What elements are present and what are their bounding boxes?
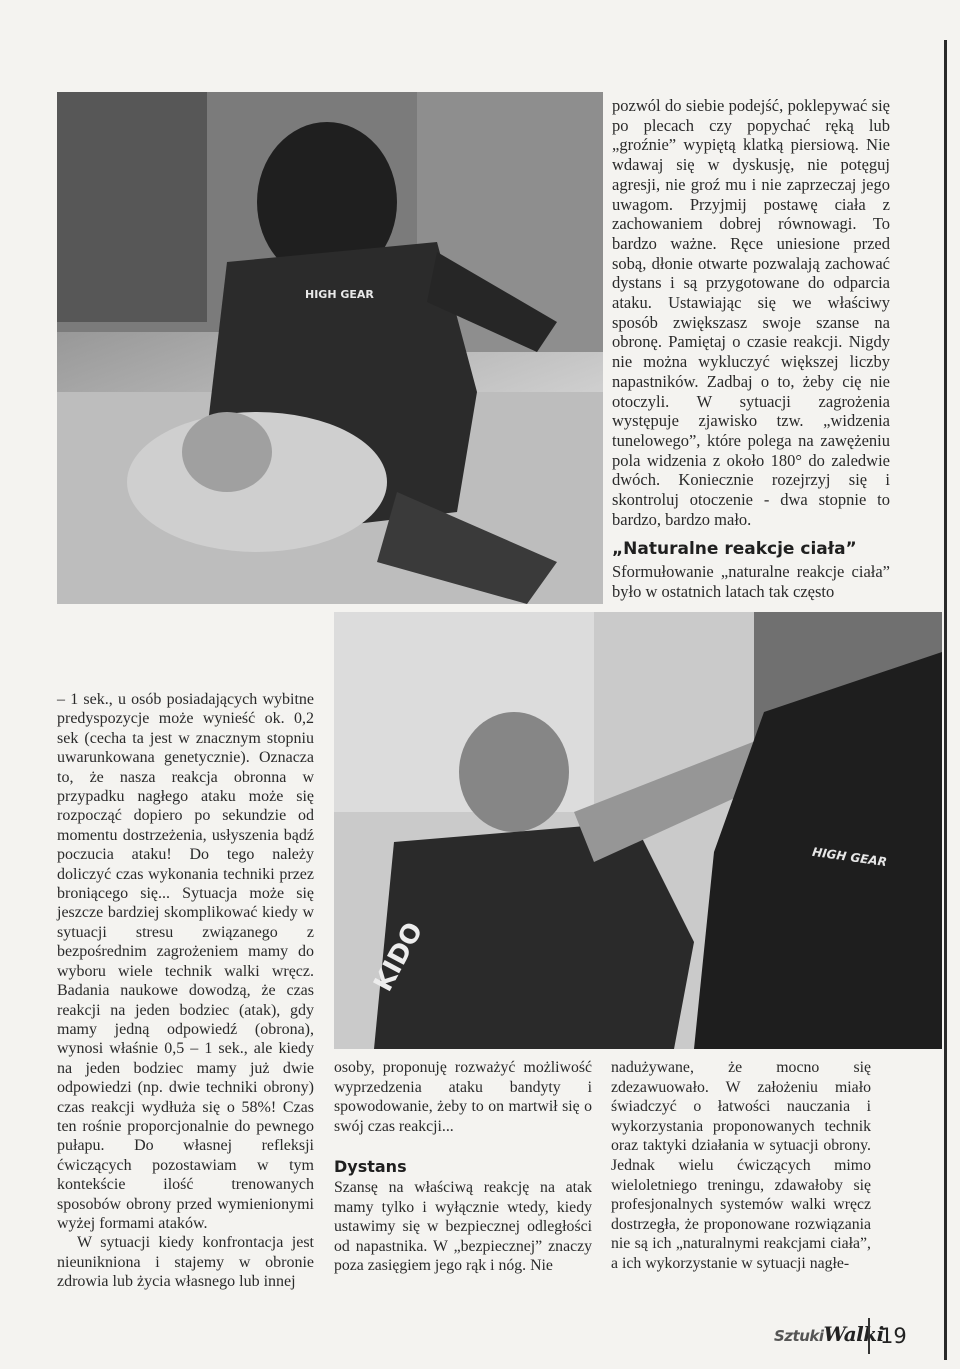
heading-distance: Dystans (334, 1157, 407, 1176)
bottom-photo-pad-push (334, 612, 942, 1049)
natural-reactions-intro (612, 562, 890, 601)
reaction-time-paragraph: – 1 sek., u osób posiadających wybitne predyspozycje może wynieść ok. 0,2 sek (cecha ta jest w znacznym stopniu uwarunkowana genetycznie). Oznacza to, że nasza reakcja obronna w przypadku nagłego ataku może się rozpocząć dopiero po sekundzie od momentu dostrzeżenia, usłyszenia bądź poczucia ataku! Do tego należy doliczyć czas wykonania techniki przez broniącego się... Sytuacja może się jeszcze bardziej skomplikować kiedy w sytuacji stresu związanego z bezpośrednim zagrożeniem mamy do wyboru wiele technik walki wręcz. Badania naukowe dowodzą, że czas reakcji na jeden bodziec (atak), gdy mamy jedną odpowiedź (obrona), wynosi właśnie 0,5 – 1 sek., ale kiedy na jeden bodziec mamy już dwie odpowiedzi (np. dwie techniki obrony) czas reakcji wydłuża się o 58%! Czas ten rośnie proporcjonalnie do pewnego pułapu. Do własnej refleksji ćwiczących pozostawiam w tym kontekście ilość trenowanych sposobów obrony przed wymienionymi wyżej formami ataków. (57, 691, 314, 1232)
top-right-column (612, 96, 890, 529)
intro-paragraph: pozwól do siebie podejść, poklepywać się po plecach czy popychać ręką lub „groźnie” wypiętą klatką piersiową. Nie wdawaj się w dyskusję, nie potęguj agresji, nie groź mu i nie zaprzeczaj jego uwagom. Przyjmij postawę ciała z zachowaniem dobrej równowagi. To bardzo ważne. Ręce uniesione przed sobą, dłonie otwarte pozwalają zachować dystans i są przygotowane do odparcia ataku. Ustawiając się we właściwy sposób zwiększasz swoje szanse na obronę. Pamiętaj o czasie reakcji. Nigdy nie można wykluczyć większej liczby napastników. Zadbaj o to, żeby cię nie otoczyli. W sytuacji zagrożenia występuje zjawisko tzw. „widzenia tunelowego”, które polega na zawężeniu pola widzenia z około 180° do zaledwie dwóch. Koniecznie rozejrzyj się i skontroluj otoczenie - dwa stopnie to bardzo, bardzo mało. (612, 96, 890, 529)
confrontation-paragraph: W sytuacji kiedy konfrontacja jest nieunikniona i stajemy w obronie zdrowia lub życia własnego lub innej (57, 1234, 314, 1291)
logo-part-1: Sztuki (774, 1327, 824, 1345)
abuse-of-term-paragraph: nadużywane, że mocno się zdezawuowało. W założeniu miało świadczyć o łatwości nauczania i wykorzystania proponowanych technik oraz taktyki działania w sytuacji obrony. Jednak wielu ćwiczących mimo wieloletniego treningu, zdawałoby się profesjonalnych systemów walki wręcz dostrzegła, że proponowane rozwiązania nie są ich „naturalnymi reakcjami ciała”, a ich wykorzystanie w sytuacji nagłe- (611, 1059, 871, 1272)
attack-preemption-paragraph: osoby, proponuję rozważyć możliwość wyprzedzenia ataku bandyty i spowodowanie, żeby to on martwił się o swój czas reakcji... (334, 1059, 592, 1135)
vest-logo: HIGH GEAR (305, 288, 374, 301)
shirt-text: KIDO (368, 917, 430, 997)
magazine-logo (774, 1322, 884, 1352)
middle-column (334, 1058, 592, 1136)
top-photo-ground-fight (57, 92, 603, 604)
distance-column (334, 1178, 592, 1276)
pad-logo: HIGH GEAR (811, 844, 888, 870)
page-edge-line (944, 40, 947, 1360)
right-column (611, 1058, 871, 1274)
heading-natural-reactions: „Naturalne reakcje ciała” (612, 539, 857, 559)
logo-part-2: Walki (823, 1322, 884, 1346)
distance-paragraph: Szansę na właściwą reakcję na atak mamy tylko i wyłącznie wtedy, kiedy ustawimy się w bezpiecznej odległości od napastnika. W „bezpiecznej” znaczy poza zasięgiem jego rąk i nóg. Nie (334, 1179, 592, 1275)
left-column (57, 690, 314, 1292)
natural-reactions-text: Sformułowanie „naturalne reakcje ciała” było w ostatnich latach tak często (612, 562, 890, 601)
page-number: 19 (868, 1318, 940, 1354)
